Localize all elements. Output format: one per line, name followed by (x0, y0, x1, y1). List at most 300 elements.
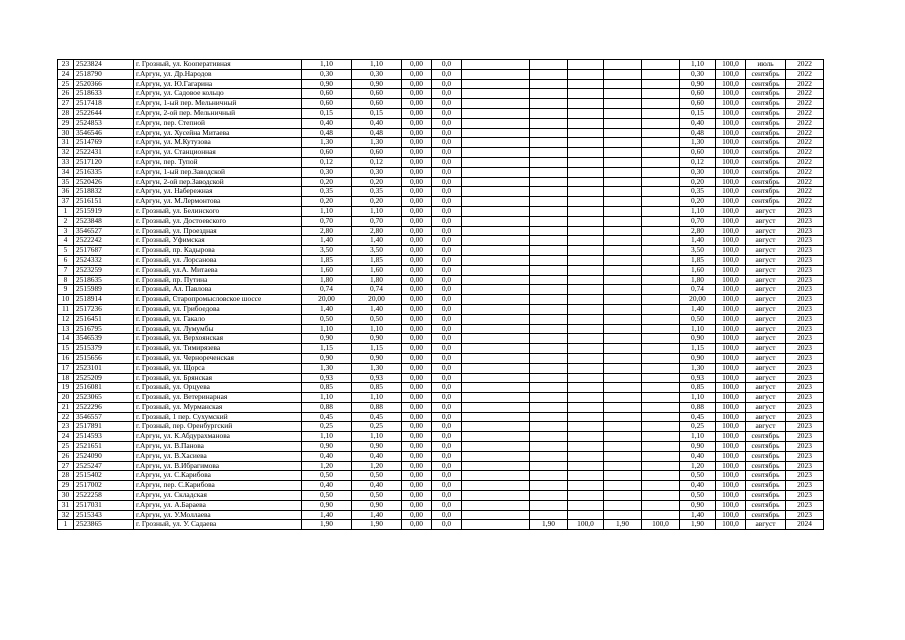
length-result-cell: 1,10 (680, 432, 716, 442)
length-remaining-cell: 0,00 (402, 89, 432, 99)
value-a-cell (530, 265, 568, 275)
percent-a-cell (568, 461, 604, 471)
percent-a-cell (568, 167, 604, 177)
percent-a-cell (568, 275, 604, 285)
length-done-cell: 0,48 (352, 128, 402, 138)
percent-remaining-cell: 0,0 (432, 275, 462, 285)
length-total-cell: 0,12 (302, 157, 352, 167)
percent-b-cell (642, 118, 680, 128)
row-number-cell: 25 (58, 442, 74, 452)
empty-col-cell (462, 353, 530, 363)
month-cell: август (746, 236, 786, 246)
percent-result-cell: 100,0 (716, 510, 746, 520)
percent-remaining-cell: 0,0 (432, 89, 462, 99)
percent-b-cell (642, 177, 680, 187)
empty-col-cell (462, 383, 530, 393)
row-number-cell: 21 (58, 402, 74, 412)
value-b-cell (604, 402, 642, 412)
value-b-cell (604, 471, 642, 481)
object-code-cell: 2516151 (74, 197, 134, 207)
table-row (58, 353, 824, 363)
address-cell: г.Аргун, 2-ой пер. Мельничный (134, 108, 302, 118)
month-cell: сентябрь (746, 167, 786, 177)
value-b-cell (604, 118, 642, 128)
value-a-cell (530, 491, 568, 501)
object-code-cell: 2515989 (74, 285, 134, 295)
empty-col-cell (462, 520, 530, 530)
percent-remaining-cell: 0,0 (432, 118, 462, 128)
percent-result-cell: 100,0 (716, 393, 746, 403)
length-remaining-cell: 0,00 (402, 481, 432, 491)
length-remaining-cell: 0,00 (402, 148, 432, 158)
value-b-cell (604, 275, 642, 285)
object-code-cell: 2518635 (74, 275, 134, 285)
length-remaining-cell: 0,00 (402, 108, 432, 118)
value-a-cell (530, 510, 568, 520)
object-code-cell: 3546539 (74, 334, 134, 344)
year-cell: 2022 (786, 118, 824, 128)
value-a-cell (530, 402, 568, 412)
table-row (58, 167, 824, 177)
length-result-cell: 0,85 (680, 383, 716, 393)
value-a-cell (530, 69, 568, 79)
percent-a-cell (568, 206, 604, 216)
year-cell: 2023 (786, 500, 824, 510)
length-total-cell: 0,20 (302, 177, 352, 187)
percent-result-cell: 100,0 (716, 108, 746, 118)
percent-b-cell (642, 324, 680, 334)
value-a-cell (530, 89, 568, 99)
value-b-cell (604, 344, 642, 354)
address-cell: г. Грозный, ул. Тимирязева (134, 344, 302, 354)
length-done-cell: 0,30 (352, 69, 402, 79)
percent-remaining-cell: 0,0 (432, 148, 462, 158)
row-number-cell: 9 (58, 285, 74, 295)
length-total-cell: 0,30 (302, 69, 352, 79)
percent-result-cell: 100,0 (716, 353, 746, 363)
percent-remaining-cell: 0,0 (432, 69, 462, 79)
address-cell: г.Аргун, 1-ый пер. Мельничный (134, 99, 302, 109)
table-row (58, 491, 824, 501)
object-code-cell: 2522431 (74, 148, 134, 158)
length-remaining-cell: 0,00 (402, 177, 432, 187)
percent-remaining-cell: 0,0 (432, 393, 462, 403)
month-cell: сентябрь (746, 461, 786, 471)
month-cell: август (746, 393, 786, 403)
percent-result-cell: 100,0 (716, 216, 746, 226)
percent-result-cell: 100,0 (716, 442, 746, 452)
length-result-cell: 0,25 (680, 422, 716, 432)
address-cell: г. Грозный, ул. Мурманская (134, 402, 302, 412)
value-b-cell (604, 334, 642, 344)
table-row (58, 422, 824, 432)
table-row (58, 265, 824, 275)
length-done-cell: 0,90 (352, 442, 402, 452)
value-b-cell (604, 255, 642, 265)
percent-b-cell (642, 79, 680, 89)
row-number-cell: 1 (58, 206, 74, 216)
percent-b-cell (642, 373, 680, 383)
value-b-cell (604, 197, 642, 207)
percent-remaining-cell: 0,0 (432, 422, 462, 432)
length-total-cell: 1,30 (302, 138, 352, 148)
value-b-cell (604, 373, 642, 383)
value-a-cell (530, 148, 568, 158)
year-cell: 2024 (786, 520, 824, 530)
empty-col-cell (462, 451, 530, 461)
value-a-cell (530, 285, 568, 295)
length-result-cell: 0,35 (680, 187, 716, 197)
percent-b-cell (642, 344, 680, 354)
row-number-cell: 8 (58, 275, 74, 285)
row-number-cell: 23 (58, 422, 74, 432)
length-remaining-cell: 0,00 (402, 216, 432, 226)
address-cell: г.Аргун, ул. Садовое кольцо (134, 89, 302, 99)
address-cell: г. Грозный, пр. Путина (134, 275, 302, 285)
value-b-cell (604, 324, 642, 334)
year-cell: 2023 (786, 295, 824, 305)
length-result-cell: 0,30 (680, 69, 716, 79)
percent-remaining-cell: 0,0 (432, 295, 462, 305)
object-code-cell: 2524090 (74, 451, 134, 461)
month-cell: август (746, 206, 786, 216)
length-total-cell: 0,40 (302, 481, 352, 491)
address-cell: г. Грозный, ул. Брянская (134, 373, 302, 383)
address-cell: г.Аргун, ул. Хусейна Митаева (134, 128, 302, 138)
length-done-cell: 1,10 (352, 432, 402, 442)
length-done-cell: 0,70 (352, 216, 402, 226)
percent-a-cell (568, 314, 604, 324)
row-number-cell: 22 (58, 412, 74, 422)
length-remaining-cell: 0,00 (402, 167, 432, 177)
empty-col-cell (462, 236, 530, 246)
length-remaining-cell: 0,00 (402, 373, 432, 383)
length-total-cell: 1,30 (302, 363, 352, 373)
empty-col-cell (462, 304, 530, 314)
row-number-cell: 14 (58, 334, 74, 344)
value-b-cell (604, 69, 642, 79)
length-result-cell: 0,40 (680, 118, 716, 128)
length-remaining-cell: 0,00 (402, 363, 432, 373)
object-code-cell: 2522258 (74, 491, 134, 501)
length-remaining-cell: 0,00 (402, 304, 432, 314)
percent-a-cell (568, 187, 604, 197)
month-cell: август (746, 285, 786, 295)
row-number-cell: 15 (58, 344, 74, 354)
percent-a-cell (568, 108, 604, 118)
length-done-cell: 0,20 (352, 177, 402, 187)
table-row (58, 520, 824, 530)
percent-result-cell: 100,0 (716, 69, 746, 79)
table-row (58, 118, 824, 128)
address-cell: г. Грозный, ул. Грибоедова (134, 304, 302, 314)
length-total-cell: 1,90 (302, 520, 352, 530)
percent-result-cell: 100,0 (716, 118, 746, 128)
length-result-cell: 0,93 (680, 373, 716, 383)
table-row (58, 148, 824, 158)
year-cell: 2022 (786, 177, 824, 187)
percent-b-cell (642, 69, 680, 79)
address-cell: г. Грозный, ул. Щорса (134, 363, 302, 373)
month-cell: сентябрь (746, 481, 786, 491)
address-cell: г. Грозный, ул. Чернореченская (134, 353, 302, 363)
length-done-cell: 0,15 (352, 108, 402, 118)
percent-a-cell (568, 432, 604, 442)
row-number-cell: 11 (58, 304, 74, 314)
row-number-cell: 7 (58, 265, 74, 275)
length-remaining-cell: 0,00 (402, 412, 432, 422)
object-code-cell: 2524332 (74, 255, 134, 265)
length-done-cell: 1,10 (352, 60, 402, 70)
length-total-cell: 0,93 (302, 373, 352, 383)
table-row (58, 481, 824, 491)
percent-result-cell: 100,0 (716, 157, 746, 167)
percent-a-cell (568, 442, 604, 452)
empty-col-cell (462, 157, 530, 167)
object-code-cell: 2514769 (74, 138, 134, 148)
percent-b-cell (642, 451, 680, 461)
value-b-cell (604, 60, 642, 70)
percent-b-cell (642, 148, 680, 158)
percent-result-cell: 100,0 (716, 451, 746, 461)
address-cell: г. Грозный, ул. Гакало (134, 314, 302, 324)
object-code-cell: 2515379 (74, 344, 134, 354)
length-total-cell: 0,45 (302, 412, 352, 422)
year-cell: 2022 (786, 60, 824, 70)
object-code-cell: 2523824 (74, 60, 134, 70)
table-row (58, 373, 824, 383)
length-result-cell: 0,40 (680, 481, 716, 491)
empty-col-cell (462, 510, 530, 520)
month-cell: август (746, 344, 786, 354)
percent-result-cell: 100,0 (716, 128, 746, 138)
address-cell: г.Аргун, пер. Тупой (134, 157, 302, 167)
value-b-cell (604, 451, 642, 461)
year-cell: 2023 (786, 461, 824, 471)
percent-remaining-cell: 0,0 (432, 461, 462, 471)
percent-b-cell (642, 334, 680, 344)
percent-b-cell (642, 393, 680, 403)
percent-result-cell: 100,0 (716, 246, 746, 256)
value-a-cell (530, 334, 568, 344)
value-b-cell (604, 422, 642, 432)
length-done-cell: 0,93 (352, 373, 402, 383)
row-number-cell: 26 (58, 89, 74, 99)
row-number-cell: 12 (58, 314, 74, 324)
empty-col-cell (462, 334, 530, 344)
month-cell: сентябрь (746, 471, 786, 481)
year-cell: 2023 (786, 324, 824, 334)
percent-b-cell: 100,0 (642, 520, 680, 530)
month-cell: август (746, 402, 786, 412)
month-cell: сентябрь (746, 118, 786, 128)
value-a-cell (530, 255, 568, 265)
object-code-cell: 2515919 (74, 206, 134, 216)
empty-col-cell (462, 167, 530, 177)
length-total-cell: 0,70 (302, 216, 352, 226)
value-a-cell (530, 236, 568, 246)
table-row (58, 510, 824, 520)
length-remaining-cell: 0,00 (402, 353, 432, 363)
value-a-cell (530, 216, 568, 226)
row-number-cell: 27 (58, 461, 74, 471)
length-remaining-cell: 0,00 (402, 206, 432, 216)
address-cell: г. Грозный, ул. Кооперативная (134, 60, 302, 70)
object-code-cell: 2520426 (74, 177, 134, 187)
month-cell: август (746, 373, 786, 383)
empty-col-cell (462, 402, 530, 412)
length-total-cell: 3,50 (302, 246, 352, 256)
length-done-cell: 3,50 (352, 246, 402, 256)
address-cell: г. Грозный, пер. Оренбургский (134, 422, 302, 432)
percent-remaining-cell: 0,0 (432, 471, 462, 481)
percent-a-cell (568, 138, 604, 148)
value-a-cell (530, 353, 568, 363)
percent-b-cell (642, 128, 680, 138)
month-cell: сентябрь (746, 89, 786, 99)
value-a-cell (530, 304, 568, 314)
empty-col-cell (462, 69, 530, 79)
length-result-cell: 0,74 (680, 285, 716, 295)
value-b-cell (604, 79, 642, 89)
address-cell: г. Грозный, пр. Кадырова (134, 246, 302, 256)
percent-a-cell (568, 295, 604, 305)
length-remaining-cell: 0,00 (402, 275, 432, 285)
length-done-cell: 0,30 (352, 167, 402, 177)
percent-b-cell (642, 500, 680, 510)
length-result-cell: 0,40 (680, 451, 716, 461)
value-b-cell (604, 363, 642, 373)
length-remaining-cell: 0,00 (402, 314, 432, 324)
percent-b-cell (642, 108, 680, 118)
length-total-cell: 1,20 (302, 461, 352, 471)
empty-col-cell (462, 177, 530, 187)
length-total-cell: 0,20 (302, 197, 352, 207)
object-code-cell: 2517031 (74, 500, 134, 510)
object-code-cell: 2522242 (74, 236, 134, 246)
empty-col-cell (462, 275, 530, 285)
length-done-cell: 1,90 (352, 520, 402, 530)
length-total-cell: 1,10 (302, 432, 352, 442)
month-cell: август (746, 422, 786, 432)
year-cell: 2023 (786, 363, 824, 373)
percent-b-cell (642, 60, 680, 70)
percent-remaining-cell: 0,0 (432, 79, 462, 89)
value-a-cell (530, 481, 568, 491)
row-number-cell: 3 (58, 226, 74, 236)
month-cell: сентябрь (746, 510, 786, 520)
row-number-cell: 31 (58, 138, 74, 148)
percent-b-cell (642, 206, 680, 216)
year-cell: 2023 (786, 265, 824, 275)
percent-remaining-cell: 0,0 (432, 520, 462, 530)
address-cell: г. Грозный, 1 пер. Сухумский (134, 412, 302, 422)
percent-remaining-cell: 0,0 (432, 451, 462, 461)
address-cell: г.Аргун, ул. В.Хасиева (134, 451, 302, 461)
object-code-cell: 2521651 (74, 442, 134, 452)
length-result-cell: 0,15 (680, 108, 716, 118)
length-remaining-cell: 0,00 (402, 442, 432, 452)
year-cell: 2022 (786, 79, 824, 89)
address-cell: г. Грозный, ул. Лумумбы (134, 324, 302, 334)
percent-result-cell: 100,0 (716, 422, 746, 432)
empty-col-cell (462, 197, 530, 207)
table-row (58, 334, 824, 344)
percent-a-cell (568, 491, 604, 501)
percent-result-cell: 100,0 (716, 187, 746, 197)
row-number-cell: 23 (58, 60, 74, 70)
month-cell: август (746, 520, 786, 530)
length-result-cell: 0,90 (680, 500, 716, 510)
value-b-cell (604, 304, 642, 314)
length-done-cell: 0,60 (352, 148, 402, 158)
percent-result-cell: 100,0 (716, 461, 746, 471)
length-remaining-cell: 0,00 (402, 187, 432, 197)
percent-remaining-cell: 0,0 (432, 197, 462, 207)
length-result-cell: 0,60 (680, 89, 716, 99)
month-cell: сентябрь (746, 187, 786, 197)
object-code-cell: 2525247 (74, 461, 134, 471)
length-done-cell: 0,45 (352, 412, 402, 422)
row-number-cell: 25 (58, 79, 74, 89)
length-result-cell: 0,48 (680, 128, 716, 138)
empty-col-cell (462, 344, 530, 354)
length-done-cell: 0,50 (352, 314, 402, 324)
length-remaining-cell: 0,00 (402, 285, 432, 295)
year-cell: 2023 (786, 491, 824, 501)
length-done-cell: 1,20 (352, 461, 402, 471)
length-total-cell: 0,85 (302, 383, 352, 393)
length-result-cell: 1,80 (680, 275, 716, 285)
length-remaining-cell: 0,00 (402, 383, 432, 393)
length-total-cell: 1,15 (302, 344, 352, 354)
table-row (58, 108, 824, 118)
table-body (58, 60, 824, 530)
data-table (57, 59, 824, 530)
table-row (58, 69, 824, 79)
percent-remaining-cell: 0,0 (432, 304, 462, 314)
percent-result-cell: 100,0 (716, 177, 746, 187)
value-a-cell (530, 442, 568, 452)
object-code-cell: 2522296 (74, 402, 134, 412)
percent-a-cell (568, 89, 604, 99)
length-result-cell: 20,00 (680, 295, 716, 305)
percent-a-cell (568, 79, 604, 89)
table-row (58, 451, 824, 461)
address-cell: г.Аргун, ул. Набережная (134, 187, 302, 197)
value-a-cell (530, 60, 568, 70)
percent-result-cell: 100,0 (716, 373, 746, 383)
length-total-cell: 1,10 (302, 206, 352, 216)
percent-remaining-cell: 0,0 (432, 324, 462, 334)
length-done-cell: 0,88 (352, 402, 402, 412)
length-result-cell: 0,60 (680, 148, 716, 158)
row-number-cell: 33 (58, 157, 74, 167)
year-cell: 2023 (786, 344, 824, 354)
address-cell: г.Аргун, ул. Др.Народов (134, 69, 302, 79)
empty-col-cell (462, 393, 530, 403)
table-row (58, 138, 824, 148)
value-b-cell (604, 314, 642, 324)
object-code-cell: 2517002 (74, 481, 134, 491)
value-a-cell (530, 197, 568, 207)
table-row (58, 187, 824, 197)
percent-remaining-cell: 0,0 (432, 157, 462, 167)
value-a-cell (530, 138, 568, 148)
value-b-cell (604, 128, 642, 138)
percent-b-cell (642, 255, 680, 265)
month-cell: сентябрь (746, 432, 786, 442)
